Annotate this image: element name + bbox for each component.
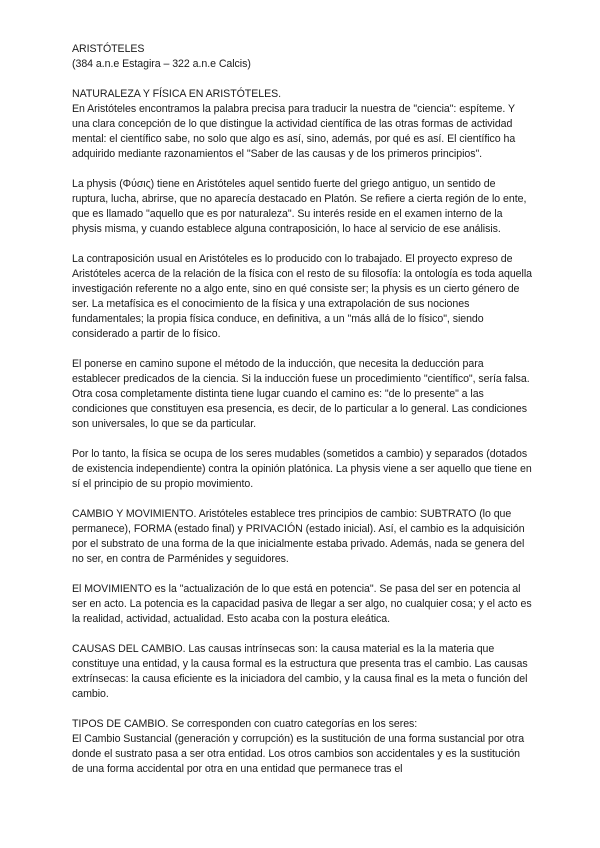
- paragraph: El Cambio Sustancial (generación y corrupción) es la sustitución de una forma sustancial por otra donde el sustrato pasa a ser otra entidad. Los otros cambios son accidentales y es la sustitución de una forma accidental por otra en una entidad que permanece tras el: [72, 733, 525, 775]
- section-heading: NATURALEZA Y FÍSICA EN ARISTÓTELES.: [72, 88, 282, 100]
- paragraph: El ponerse en camino supone el método de la inducción, que necesita la deducción para establecer predicados de la ciencia. Si la inducción fuese un procedimiento "científico", sería falsa. Otra cosa completamente distinta tiene lugar cuando el camino es: "de lo presente" a las condiciones que constituyen esa presencia, es decir, de lo particular a lo general. Las condiciones son universales, lo que se da particular.: [72, 358, 530, 430]
- section-tipos-cambio: [72, 717, 534, 777]
- paragraph: La contraposición usual en Aristóteles es lo producido con lo trabajado. El proyecto expreso de Aristóteles acerca de la relación de la física con el resto de su filosofía: la ontología es toda aquella investigación referente no a algo ente, sino en qué consiste ser; la physis es un cierto género de ser. La metafísica es el conocimiento de la física y una extrapolación de sus nociones fundamentales; la propia física conduce, en definitiva, a un "más allá de lo físico", siendo considerado a partir de lo físico.: [72, 253, 532, 340]
- document-subtitle: (384 a.n.e Estagira – 322 a.n.e Calcis): [72, 58, 251, 70]
- paragraph-movimiento: El MOVIMIENTO es la "actualización de lo que está en potencia". Se pasa del ser en potencia al ser en acto. La potencia es la capacidad pasiva de llegar a ser algo, no cualquier cosa; y el acto es la realidad, actividad, actualidad. Esto acaba con la postura eleática.: [72, 583, 532, 625]
- paragraph: En Aristóteles encontramos la palabra precisa para traducir la nuestra de "ciencia": espíteme. Y una clara concepción de lo que distingue la actividad científica de las otras formas de actividad mental: el científico sabe, no solo que algo es así, sino, además, por qué es así. El científico ha adquirido mediante razonamientos el "Saber de las causas y de los primeros principios".: [72, 103, 516, 160]
- document-title: ARISTÓTELES: [72, 43, 145, 55]
- paragraph-causas: CAUSAS DEL CAMBIO. Las causas intrínsecas son: la causa material es la la materia que constituye una entidad, y la causa formal es la estructura que presenta tras el cambio. Las causas extrínsecas: la causa eficiente es la iniciadora del cambio, y la causa final es la meta o función del cambio.: [72, 643, 528, 700]
- paragraph: La physis (Φύσις) tiene en Aristóteles aquel sentido fuerte del griego antiguo, un sentido de ruptura, lucha, abrirse, que no aparecía destacado en Platón. Se refiere a cierta región de lo ente, que es llamado "aquello que es por naturaleza". Su interés reside en el examen interno de la physis misma, y cuando establece alguna contraposición, lo hace al servicio de ese análisis.: [72, 178, 527, 235]
- section-naturaleza: [72, 87, 534, 162]
- paragraph: Por lo tanto, la física se ocupa de los seres mudables (sometidos a cambio) y separados (dotados de existencia independiente) contra la opinión platónica. La physis viene a ser aquello que tiene en sí el principio de su propio movimiento.: [72, 448, 532, 490]
- document-page: [72, 42, 534, 777]
- section-heading: TIPOS DE CAMBIO. Se corresponden con cuatro categorías en los seres:: [72, 718, 418, 730]
- paragraph-cambio-movimiento: CAMBIO Y MOVIMIENTO. Aristóteles establece tres principios de cambio: SUBTRATO (lo que permanece), FORMA (estado final) y PRIVACIÓN (estado inicial). Así, el cambio es la adquisición por el substrato de una forma de la que inicialmente estaba privado. Además, nada se genera del no ser, en contra de Parménides y seguidores.: [72, 508, 525, 565]
